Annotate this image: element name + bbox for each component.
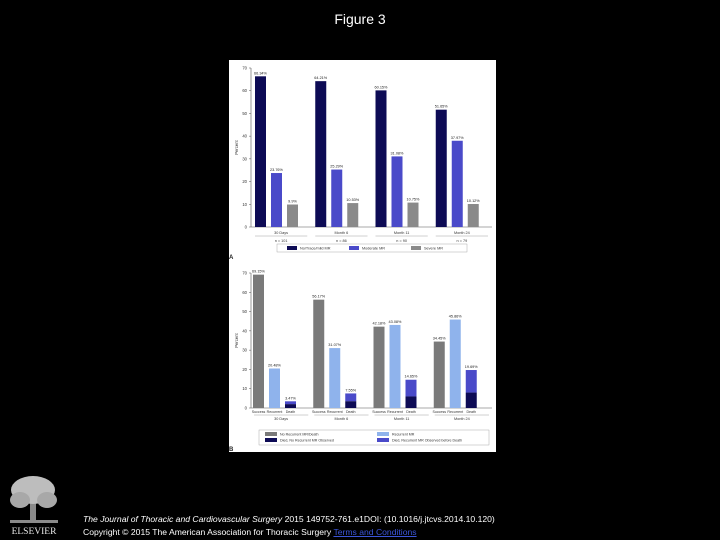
y-tick-label: 70: [242, 270, 247, 276]
data-label: 19.69%: [464, 365, 478, 370]
bar-success-3: [434, 342, 445, 408]
bar-severe-mr-0: [287, 205, 298, 227]
category-label: Success: [432, 410, 447, 414]
citation-details: 2015 149752-761.e1DOI: (10.1016/j.jtcvs.2014.10.120): [282, 514, 495, 524]
group-label: Month 6: [334, 417, 349, 421]
data-label: 37.97%: [450, 135, 464, 140]
legend-swatch: [265, 438, 277, 442]
group-label: 30 Days: [274, 231, 289, 235]
legend-label: Moderate MR: [362, 246, 386, 251]
data-label: 9.9%: [288, 199, 297, 204]
data-label: 34.45%: [432, 336, 446, 341]
bar-death-3-upper: [466, 370, 477, 393]
legend-swatch: [411, 246, 421, 250]
data-label: 25.29%: [330, 164, 344, 169]
data-label: 69.15%: [252, 269, 265, 274]
group-n-label: n = 79: [456, 239, 468, 243]
bar-moderate-mr-3: [452, 141, 463, 227]
category-label: Recurrent: [326, 410, 343, 414]
y-axis-title: Percent: [234, 333, 239, 348]
category-label: Death: [345, 410, 356, 414]
data-label: 42.18%: [372, 321, 386, 326]
y-tick-label: 20: [242, 366, 247, 372]
data-label: 10.53%: [346, 198, 360, 203]
legend-swatch: [377, 432, 389, 436]
legend-label: No/Trace/mild MR: [300, 246, 331, 251]
legend-swatch: [265, 432, 277, 436]
data-label: 14.65%: [404, 374, 418, 379]
y-tick-label: 70: [242, 65, 247, 71]
category-label: Death: [406, 410, 416, 414]
bar-death-2-lower: [406, 396, 417, 408]
bar-severe-mr-3: [468, 204, 479, 227]
copyright-text: Copyright © 2015 The American Association for Thoracic Surgery: [83, 526, 334, 537]
terms-link[interactable]: Terms and Conditions: [333, 526, 417, 537]
group-n-label: n = 101: [274, 239, 288, 243]
elsevier-wordmark: ELSEVIER: [11, 527, 57, 536]
y-tick-label: 60: [242, 88, 247, 94]
data-label: 7.55%: [345, 388, 357, 393]
bar-death-1-upper: [345, 393, 356, 401]
citation-line: [83, 513, 495, 526]
category-label: Death: [285, 410, 296, 414]
bar-moderate-mr-2: [392, 156, 403, 227]
y-tick-label: 40: [242, 133, 247, 139]
legend-label: No Recurrent MR/Death: [280, 432, 319, 437]
category-label: Success: [251, 410, 266, 414]
y-axis-title: Percent: [234, 140, 239, 155]
data-label: 64.21%: [314, 76, 328, 81]
category-label: Recurrent: [447, 410, 464, 414]
data-label: 23.76%: [270, 168, 283, 173]
legend-label: Died, Recurrent MR Observed before Death: [392, 438, 463, 443]
category-label: Recurrent: [266, 410, 283, 414]
data-label: 60.15%: [374, 85, 388, 90]
category-label: Recurrent: [387, 410, 403, 414]
panel-label-a: A: [229, 255, 234, 261]
y-tick-label: 50: [242, 110, 247, 116]
group-label: 30 Days: [274, 417, 289, 421]
bar-moderate-mr-1: [331, 170, 342, 227]
chart-a-legend: [277, 244, 467, 252]
bar-severe-mr-1: [347, 203, 358, 227]
group-label: Month 24: [453, 231, 470, 235]
bar-success-2: [374, 327, 385, 408]
bar-death-3-lower: [466, 393, 477, 408]
bar-moderate-mr-0: [271, 173, 282, 227]
data-label: 20.48%: [268, 363, 281, 368]
figure-title: Figure 3: [334, 11, 386, 27]
bar-no-trace-mild-mr-2: [376, 90, 387, 227]
bar-recurrent-3: [450, 320, 461, 408]
group-label: Month 11: [393, 231, 410, 235]
y-tick-label: 30: [242, 156, 247, 162]
bar-success-1: [313, 300, 324, 408]
copyright-line: [83, 526, 495, 539]
legend-label: Died, No Recurrent MR Observed: [280, 438, 334, 443]
data-label: 45.86%: [448, 314, 462, 319]
legend-label: Severe MR: [424, 246, 443, 251]
y-tick-label: 30: [242, 347, 247, 353]
bar-recurrent-1: [329, 348, 340, 408]
y-tick-label: 50: [242, 309, 247, 315]
category-label: Success: [372, 410, 386, 414]
footer: [83, 513, 495, 538]
data-label: 10.12%: [466, 199, 480, 204]
bar-no-trace-mild-mr-3: [436, 110, 447, 227]
group-n-label: n = 90: [396, 239, 407, 243]
y-tick-label: 0: [244, 224, 247, 230]
bar-severe-mr-2: [408, 203, 419, 227]
panel-label-b: B: [229, 447, 234, 452]
data-label: 3.47%: [285, 396, 296, 401]
journal-name: The Journal of Thoracic and Cardiovascular Surgery: [83, 514, 283, 524]
category-label: Death: [466, 410, 477, 414]
y-tick-label: 20: [242, 179, 247, 185]
y-tick-label: 10: [242, 201, 247, 207]
group-label: Month 11: [393, 417, 410, 421]
bar-death-1-lower: [345, 401, 356, 408]
bar-recurrent-0: [269, 369, 280, 408]
data-label: 43.08%: [388, 319, 402, 324]
data-label: 66.34%: [254, 71, 267, 76]
chart-b-marks: [252, 270, 489, 421]
chart-a-marks: [254, 71, 488, 243]
y-tick-label: 60: [242, 289, 247, 295]
bar-success-0: [253, 275, 264, 408]
figure-charts: [229, 60, 496, 452]
data-label: 10.75%: [406, 197, 420, 202]
data-label: 31.07%: [328, 343, 342, 348]
data-label: 31.08%: [390, 151, 404, 156]
bar-death-2-upper: [406, 380, 417, 397]
y-tick-label: 0: [244, 405, 247, 411]
legend-swatch: [377, 438, 389, 442]
bar-no-trace-mild-mr-0: [255, 76, 266, 227]
bar-recurrent-2: [390, 325, 401, 408]
group-label: Month 24: [453, 417, 470, 421]
figure-panel: [229, 60, 496, 452]
y-tick-label: 10: [242, 386, 247, 392]
group-label: Month 6: [334, 231, 349, 235]
category-label: Success: [311, 410, 326, 414]
tree-icon: [10, 476, 58, 523]
elsevier-logo: [6, 474, 62, 536]
chart-b-legend: [259, 430, 489, 445]
bar-no-trace-mild-mr-1: [315, 81, 326, 227]
legend-swatch: [287, 246, 297, 250]
y-tick-label: 40: [242, 328, 247, 334]
legend-swatch: [349, 246, 359, 250]
legend-label: Recurrent MR: [392, 432, 415, 437]
data-label: 56.17%: [312, 294, 326, 299]
bar-death-0-lower: [285, 404, 296, 408]
data-label: 51.65%: [434, 104, 448, 109]
bar-death-0-upper: [285, 401, 296, 404]
group-n-label: n = 86: [336, 239, 347, 243]
